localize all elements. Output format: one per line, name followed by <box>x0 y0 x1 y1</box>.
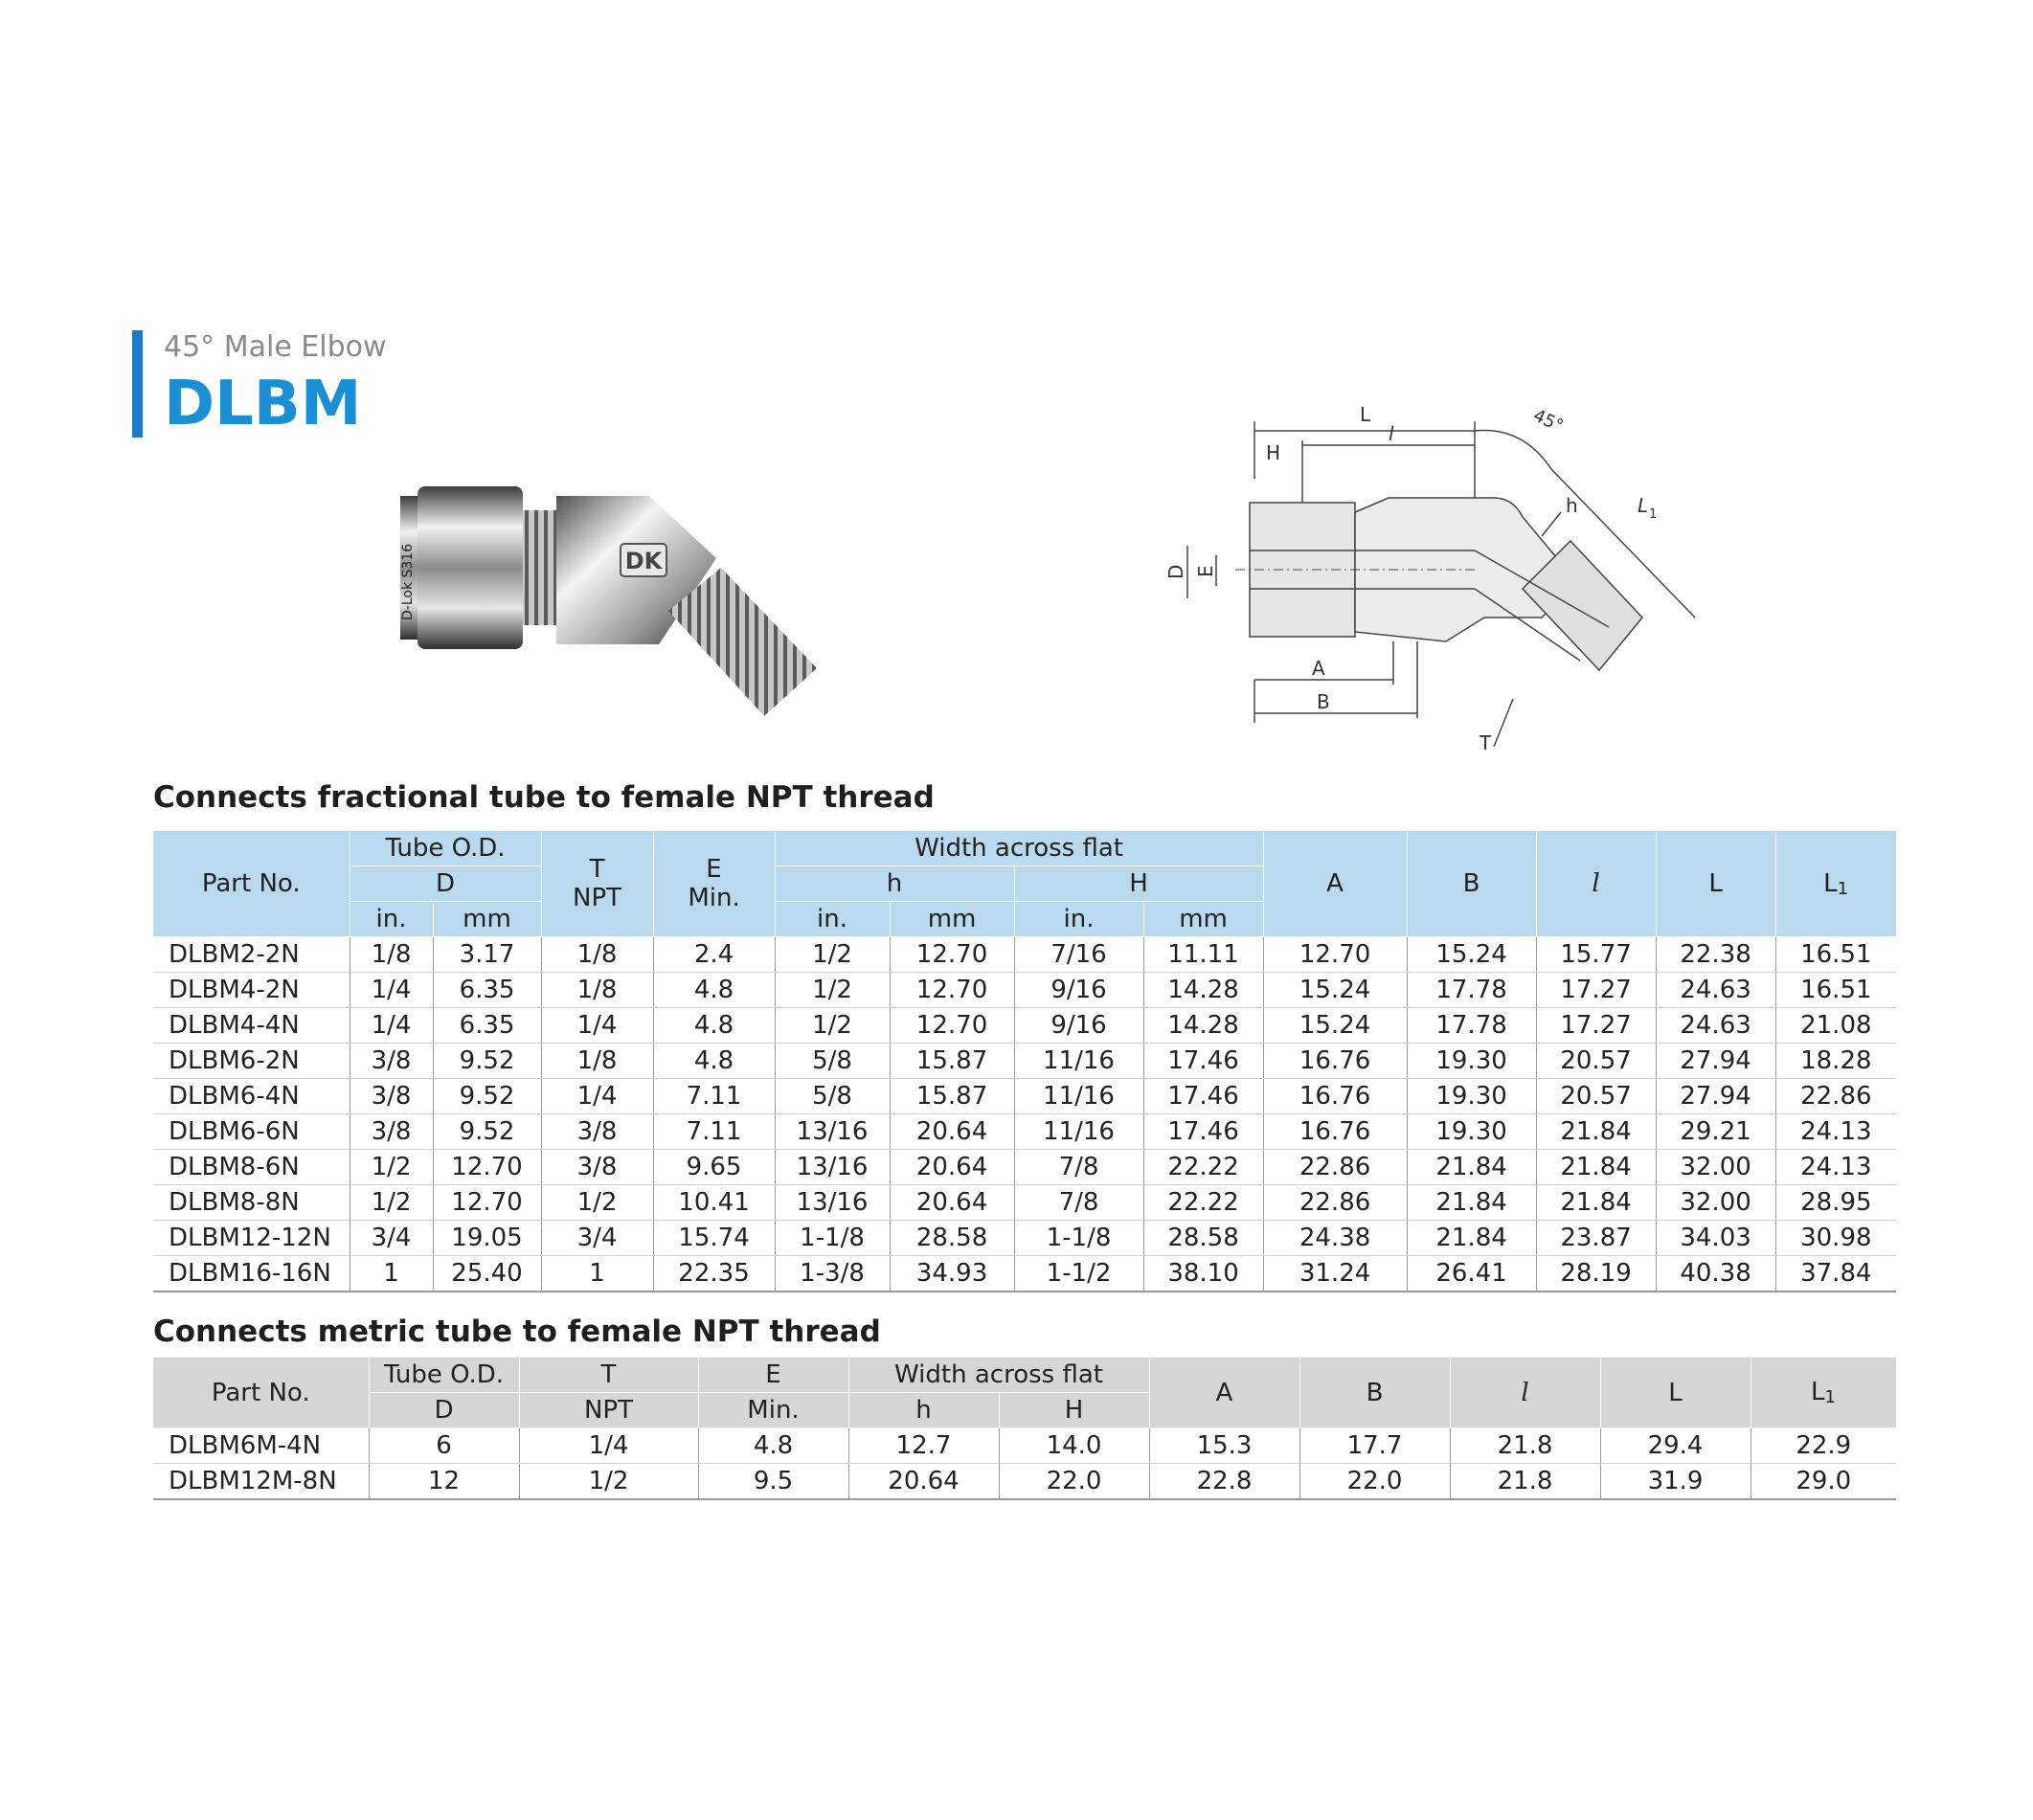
metric-header-b: B <box>1299 1358 1450 1428</box>
table-cell: 37.84 <box>1775 1256 1896 1292</box>
table-cell: 1-1/2 <box>1014 1256 1143 1292</box>
header-l1 <box>1775 831 1896 937</box>
table-cell: 31.9 <box>1600 1464 1751 1500</box>
table-cell: 3/8 <box>350 1114 433 1150</box>
dim-T: T <box>1480 731 1492 754</box>
header-a: A <box>1263 831 1407 937</box>
table-cell: 7.11 <box>653 1114 775 1150</box>
header-e <box>653 831 775 937</box>
table-cell: 22.38 <box>1656 937 1775 973</box>
table-cell: 7/16 <box>1014 937 1143 973</box>
table-row <box>153 1079 1896 1114</box>
table-cell: 22.0 <box>1299 1464 1450 1500</box>
product-photo <box>391 477 822 745</box>
table-row <box>153 1256 1896 1292</box>
table-cell: 6.35 <box>433 973 541 1008</box>
dim-D: D <box>1164 564 1187 579</box>
table-cell: 17.7 <box>1299 1428 1450 1464</box>
table-cell: 17.27 <box>1536 1008 1656 1044</box>
table-row <box>153 1185 1896 1221</box>
table-cell: 24.38 <box>1263 1221 1407 1256</box>
table-cell: 9.52 <box>433 1114 541 1150</box>
header-h-small-in: in. <box>775 902 890 937</box>
table-cell: 32.00 <box>1656 1150 1775 1185</box>
technical-drawing <box>1159 383 1733 766</box>
table-cell: 15.77 <box>1536 937 1656 973</box>
table-cell: 21.08 <box>1775 1008 1896 1044</box>
table-cell: 22.22 <box>1143 1150 1263 1185</box>
header-h-big: H <box>1014 866 1263 902</box>
part-number-cell: DLBM4-2N <box>153 973 350 1008</box>
part-number-cell: DLBM12-12N <box>153 1221 350 1256</box>
table-cell: 14.28 <box>1143 973 1263 1008</box>
table-cell: 23.87 <box>1536 1221 1656 1256</box>
table-cell: 22.86 <box>1775 1079 1896 1114</box>
table-cell: 26.41 <box>1407 1256 1536 1292</box>
table-cell: 28.58 <box>890 1221 1014 1256</box>
header-d: D <box>350 866 541 902</box>
table-cell: 16.51 <box>1775 973 1896 1008</box>
table-cell: 12.70 <box>890 937 1014 973</box>
nut-marking: D-Lok S316 <box>400 543 416 620</box>
table-row <box>153 1221 1896 1256</box>
table-cell: 24.13 <box>1775 1114 1896 1150</box>
header-d-mm: mm <box>433 902 541 937</box>
table-cell: 6.35 <box>433 1008 541 1044</box>
metric-header-a: A <box>1149 1358 1299 1428</box>
table-cell: 34.03 <box>1656 1221 1775 1256</box>
table-cell: 38.10 <box>1143 1256 1263 1292</box>
fractional-table-body <box>153 937 1896 1292</box>
table-cell: 18.28 <box>1775 1044 1896 1079</box>
table-cell: 21.8 <box>1450 1428 1600 1464</box>
table-cell: 3/8 <box>350 1044 433 1079</box>
header-h-big-mm: mm <box>1143 902 1263 937</box>
table-cell: 1/2 <box>350 1150 433 1185</box>
table-cell: 17.27 <box>1536 973 1656 1008</box>
fractional-table <box>153 831 1897 1292</box>
table-cell: 10.41 <box>653 1185 775 1221</box>
table-cell: 15.87 <box>890 1044 1014 1079</box>
table-cell: 7.11 <box>653 1079 775 1114</box>
metric-header-part-no: Part No. <box>153 1358 369 1428</box>
accent-bar <box>132 330 143 438</box>
table-cell: 21.84 <box>1407 1185 1536 1221</box>
header-l1-sub: 1 <box>1837 878 1849 899</box>
product-subtitle: 45° Male Elbow <box>164 330 387 364</box>
metric-header-min: Min. <box>698 1393 848 1428</box>
drawing-body <box>1355 498 1573 641</box>
table-cell: 9.65 <box>653 1150 775 1185</box>
table-cell: 30.98 <box>1775 1221 1896 1256</box>
table-cell: 22.86 <box>1263 1185 1407 1221</box>
table-cell: 12.70 <box>1263 937 1407 973</box>
table-cell: 2.4 <box>653 937 775 973</box>
part-number-cell: DLBM2-2N <box>153 937 350 973</box>
dim-L: L <box>1360 403 1371 426</box>
table-cell: 22.8 <box>1149 1464 1299 1500</box>
header-tube-od: Tube O.D. <box>350 831 541 866</box>
metric-header-l1 <box>1751 1358 1896 1428</box>
table-cell: 3.17 <box>433 937 541 973</box>
table-cell: 11.11 <box>1143 937 1263 973</box>
part-number-cell: DLBM12M-8N <box>153 1464 369 1500</box>
part-number-cell: DLBM6-4N <box>153 1079 350 1114</box>
table-cell: 9.5 <box>698 1464 848 1500</box>
table-cell: 12.70 <box>890 973 1014 1008</box>
table-cell: 1/4 <box>350 1008 433 1044</box>
metric-header-width-across-flat: Width across flat <box>848 1358 1149 1393</box>
table-cell: 15.24 <box>1263 973 1407 1008</box>
metric-header-tube-od: Tube O.D. <box>369 1358 519 1393</box>
table-cell: 3/8 <box>541 1150 653 1185</box>
table-cell: 1 <box>350 1256 433 1292</box>
table-cell: 22.9 <box>1751 1428 1896 1464</box>
table-cell: 12.70 <box>433 1185 541 1221</box>
metric-header-t: T <box>519 1358 698 1393</box>
metric-table-body <box>153 1428 1896 1500</box>
hex-nut <box>418 486 523 649</box>
table-cell: 22.22 <box>1143 1185 1263 1221</box>
table-cell: 1/2 <box>541 1185 653 1221</box>
header-l1-letter: L <box>1823 868 1838 898</box>
table-cell: 22.35 <box>653 1256 775 1292</box>
table-cell: 12.70 <box>433 1150 541 1185</box>
dim-L1: L <box>1638 494 1649 517</box>
table-cell: 27.94 <box>1656 1079 1775 1114</box>
table-cell: 20.64 <box>890 1185 1014 1221</box>
dim-B: B <box>1317 690 1330 713</box>
table-cell: 20.57 <box>1536 1079 1656 1114</box>
table-cell: 12.7 <box>848 1428 999 1464</box>
table-cell: 28.58 <box>1143 1221 1263 1256</box>
table-cell: 6 <box>369 1428 519 1464</box>
table-row <box>153 1044 1896 1079</box>
dim-angle: 45° <box>1529 405 1567 438</box>
table-cell: 21.84 <box>1536 1114 1656 1150</box>
table-cell: 7/8 <box>1014 1150 1143 1185</box>
header-h-small: h <box>775 866 1014 902</box>
table-cell: 15.24 <box>1263 1008 1407 1044</box>
table-cell: 11/16 <box>1014 1114 1143 1150</box>
metric-header-l-small: l <box>1450 1358 1600 1428</box>
table-cell: 11/16 <box>1014 1079 1143 1114</box>
table-cell: 1/2 <box>775 973 890 1008</box>
table-cell: 11/16 <box>1014 1044 1143 1079</box>
header-t-letter: T <box>589 855 605 884</box>
table-cell: 1-1/8 <box>775 1221 890 1256</box>
header-npt: NPT <box>573 884 622 912</box>
header-width-across-flat: Width across flat <box>775 831 1263 866</box>
table-cell: 9.52 <box>433 1079 541 1114</box>
table-cell: 19.05 <box>433 1221 541 1256</box>
table-cell: 5/8 <box>775 1079 890 1114</box>
table-cell: 17.78 <box>1407 973 1536 1008</box>
table-cell: 16.76 <box>1263 1114 1407 1150</box>
table-row <box>153 1008 1896 1044</box>
dk-logo-text: DK <box>624 548 663 574</box>
table-cell: 1/4 <box>541 1079 653 1114</box>
header-e-letter: E <box>706 855 722 884</box>
table-cell: 34.93 <box>890 1256 1014 1292</box>
part-number-cell: DLBM4-4N <box>153 1008 350 1044</box>
table-cell: 3/4 <box>541 1221 653 1256</box>
table-cell: 1/4 <box>350 973 433 1008</box>
table-cell: 1/2 <box>350 1185 433 1221</box>
table-cell: 1/8 <box>350 937 433 973</box>
table-cell: 15.3 <box>1149 1428 1299 1464</box>
table-cell: 22.86 <box>1263 1150 1407 1185</box>
table-cell: 1/2 <box>519 1464 698 1500</box>
table-cell: 1/2 <box>775 937 890 973</box>
table-cell: 29.4 <box>1600 1428 1751 1464</box>
table-cell: 31.24 <box>1263 1256 1407 1292</box>
table-cell: 4.8 <box>653 973 775 1008</box>
metric-section-title: Connects metric tube to female NPT thread <box>153 1314 881 1349</box>
table-cell: 25.40 <box>433 1256 541 1292</box>
header-l: L <box>1656 831 1775 937</box>
table-cell: 9/16 <box>1014 1008 1143 1044</box>
table-row <box>153 1428 1896 1464</box>
table-cell: 29.0 <box>1751 1464 1896 1500</box>
metric-header-l: L <box>1600 1358 1751 1428</box>
metric-header-l1-letter: L <box>1811 1378 1825 1406</box>
table-cell: 21.8 <box>1450 1464 1600 1500</box>
table-cell: 17.46 <box>1143 1114 1263 1150</box>
table-cell: 20.64 <box>848 1464 999 1500</box>
dim-L1-sub: 1 <box>1649 507 1658 522</box>
dim-l: l <box>1389 422 1394 445</box>
header-part-no: Part No. <box>153 831 350 937</box>
table-cell: 9/16 <box>1014 973 1143 1008</box>
part-number-cell: DLBM6M-4N <box>153 1428 369 1464</box>
header-t <box>541 831 653 937</box>
table-cell: 14.0 <box>999 1428 1149 1464</box>
dim-H: H <box>1266 441 1281 464</box>
metric-header-npt: NPT <box>519 1393 698 1428</box>
table-cell: 15.87 <box>890 1079 1014 1114</box>
table-cell: 1/8 <box>541 1044 653 1079</box>
metric-header-h-small: h <box>848 1393 999 1428</box>
metric-header-e: E <box>698 1358 848 1393</box>
table-cell: 17.46 <box>1143 1079 1263 1114</box>
header-d-in: in. <box>350 902 433 937</box>
table-cell: 1/8 <box>541 937 653 973</box>
table-cell: 20.57 <box>1536 1044 1656 1079</box>
table-cell: 3/8 <box>350 1079 433 1114</box>
table-cell: 15.74 <box>653 1221 775 1256</box>
dim-h: h <box>1566 494 1578 517</box>
table-cell: 24.63 <box>1656 1008 1775 1044</box>
table-cell: 17.46 <box>1143 1044 1263 1079</box>
table-cell: 1/4 <box>541 1008 653 1044</box>
part-number-cell: DLBM16-16N <box>153 1256 350 1292</box>
metric-header-d: D <box>369 1393 519 1428</box>
table-cell: 40.38 <box>1656 1256 1775 1292</box>
table-cell: 5/8 <box>775 1044 890 1079</box>
table-cell: 21.84 <box>1536 1150 1656 1185</box>
table-cell: 27.94 <box>1656 1044 1775 1079</box>
table-cell: 12.70 <box>890 1008 1014 1044</box>
table-cell: 13/16 <box>775 1114 890 1150</box>
dim-E: E <box>1194 565 1217 577</box>
table-cell: 7/8 <box>1014 1185 1143 1221</box>
table-cell: 19.30 <box>1407 1079 1536 1114</box>
table-cell: 4.8 <box>653 1008 775 1044</box>
header-b: B <box>1407 831 1536 937</box>
table-cell: 1/2 <box>775 1008 890 1044</box>
table-cell: 24.63 <box>1656 973 1775 1008</box>
table-cell: 3/4 <box>350 1221 433 1256</box>
table-cell: 1 <box>541 1256 653 1292</box>
table-cell: 16.51 <box>1775 937 1896 973</box>
header-l-small: l <box>1536 831 1656 937</box>
table-cell: 28.19 <box>1536 1256 1656 1292</box>
table-cell: 19.30 <box>1407 1044 1536 1079</box>
table-cell: 1-1/8 <box>1014 1221 1143 1256</box>
table-cell: 20.64 <box>890 1114 1014 1150</box>
table-cell: 21.84 <box>1407 1150 1536 1185</box>
table-row <box>153 937 1896 973</box>
table-cell: 21.84 <box>1536 1185 1656 1221</box>
table-cell: 1/8 <box>541 973 653 1008</box>
table-cell: 16.76 <box>1263 1079 1407 1114</box>
table-cell: 14.28 <box>1143 1008 1263 1044</box>
table-cell: 9.52 <box>433 1044 541 1079</box>
table-cell: 4.8 <box>653 1044 775 1079</box>
table-row <box>153 973 1896 1008</box>
table-cell: 1-3/8 <box>775 1256 890 1292</box>
table-cell: 24.13 <box>1775 1150 1896 1185</box>
table-cell: 13/16 <box>775 1150 890 1185</box>
table-cell: 3/8 <box>541 1114 653 1150</box>
table-cell: 13/16 <box>775 1185 890 1221</box>
table-cell: 19.30 <box>1407 1114 1536 1150</box>
table-row <box>153 1114 1896 1150</box>
metric-header-h-big: H <box>999 1393 1149 1428</box>
part-number-cell: DLBM6-6N <box>153 1114 350 1150</box>
table-cell: 15.24 <box>1407 937 1536 973</box>
table-cell: 17.78 <box>1407 1008 1536 1044</box>
table-cell: 28.95 <box>1775 1185 1896 1221</box>
metric-table <box>153 1358 1897 1500</box>
table-cell: 20.64 <box>890 1150 1014 1185</box>
table-row <box>153 1150 1896 1185</box>
table-cell: 12 <box>369 1464 519 1500</box>
header-h-big-in: in. <box>1014 902 1143 937</box>
metric-header-l1-sub: 1 <box>1824 1387 1836 1407</box>
table-cell: 4.8 <box>698 1428 848 1464</box>
header-h-small-mm: mm <box>890 902 1014 937</box>
dim-A: A <box>1312 657 1325 680</box>
table-cell: 32.00 <box>1656 1185 1775 1221</box>
table-row <box>153 1464 1896 1500</box>
table-cell: 22.0 <box>999 1464 1149 1500</box>
part-number-cell: DLBM8-6N <box>153 1150 350 1185</box>
nut-thread <box>523 510 556 625</box>
part-number-cell: DLBM6-2N <box>153 1044 350 1079</box>
table-cell: 16.76 <box>1263 1044 1407 1079</box>
header-e-min: Min. <box>688 884 740 912</box>
table-cell: 29.21 <box>1656 1114 1775 1150</box>
part-number-cell: DLBM8-8N <box>153 1185 350 1221</box>
table-cell: 1/4 <box>519 1428 698 1464</box>
table-cell: 21.84 <box>1407 1221 1536 1256</box>
fractional-section-title: Connects fractional tube to female NPT thread <box>153 780 935 815</box>
product-title: DLBM <box>164 369 362 439</box>
